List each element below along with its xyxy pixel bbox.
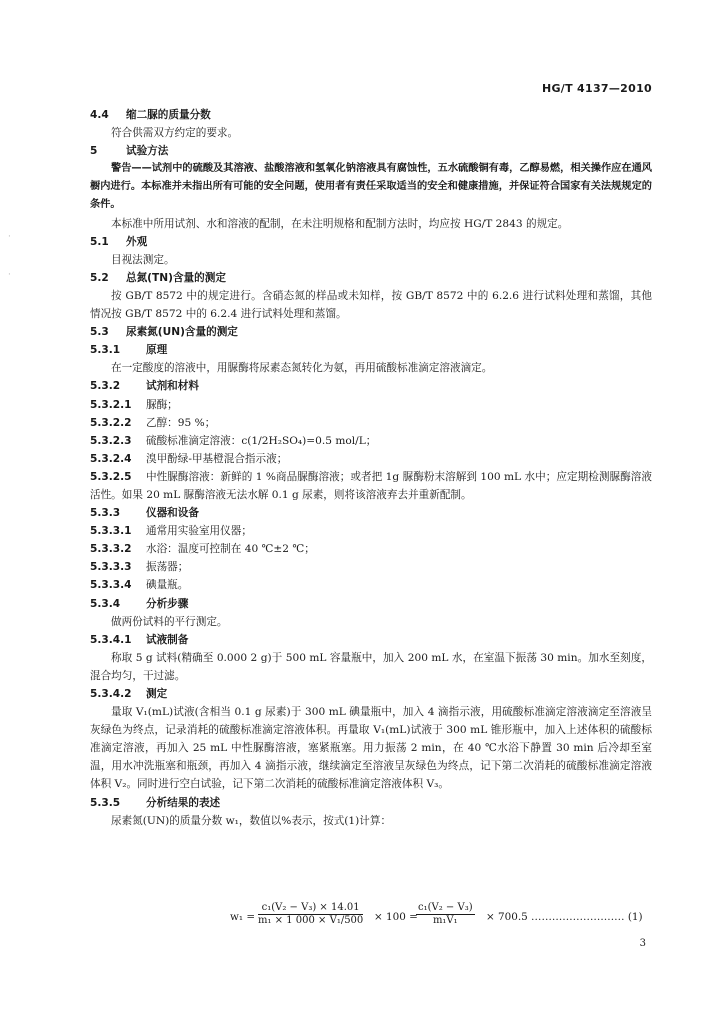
item-text: 中性脲酶溶液：新鲜的 1 %商品脲酶溶液；或者把 1g 脲酶粉末溶解到 100 mL 水中；应定期检测脲酶溶液活性。如果 20 mL 脲酶溶液无法水解 0.1 g 尿素，则将该溶液弃去并重新配制。 — [90, 470, 652, 501]
item-text: 脲酶； — [146, 398, 178, 411]
section-heading — [90, 631, 652, 649]
section-heading — [90, 377, 652, 395]
item-text: 碘量瓶。 — [146, 579, 189, 592]
section-number: 5.3.5 — [90, 796, 121, 809]
list-item — [90, 396, 652, 414]
item-text: 溴甲酚绿-甲基橙混合指示液； — [146, 452, 288, 465]
formula-fraction-1 — [258, 902, 363, 927]
section-number: 5.3.1 — [90, 344, 121, 357]
section-heading — [90, 233, 652, 251]
section-number: 5.3 — [90, 326, 109, 339]
standard-code: HG/T 4137—2010 — [541, 82, 652, 95]
formula-denominator-1: m₁ × 1 000 × V₁/500 — [258, 915, 364, 926]
item-text: 硫酸标准滴定溶液：c(1/2H₂SO₄)=0.5 mol/L； — [146, 434, 377, 447]
list-item — [90, 432, 652, 450]
scan-mark: · — [8, 232, 11, 242]
item-number: 5.3.3.1 — [90, 525, 132, 538]
paragraph: 在一定酸度的溶液中，用脲酶将尿素态氮转化为氨，再用硫酸标准滴定溶液滴定。 — [111, 362, 493, 375]
formula-lhs: w₁ = — [230, 911, 256, 923]
section-title: 试验方法 — [126, 145, 169, 158]
section-title: 试剂和材料 — [146, 380, 199, 393]
section-number: 5.3.4.1 — [90, 633, 132, 646]
section-heading — [90, 142, 652, 160]
section-heading — [90, 323, 652, 341]
list-item — [90, 576, 652, 594]
section-title: 外观 — [126, 235, 148, 248]
document-body — [90, 106, 652, 830]
section-heading — [90, 269, 652, 287]
list-item — [90, 450, 652, 468]
paragraph: 尿素氮(UN)的质量分数 w₁，数值以%表示，按式(1)计算： — [111, 814, 392, 827]
section-number: 5.3.3 — [90, 507, 121, 520]
item-number: 5.3.2.3 — [90, 434, 132, 447]
item-text: 通常用实验室用仪器； — [146, 525, 252, 538]
paragraph: 目视法测定。 — [111, 253, 175, 266]
list-item — [90, 540, 652, 558]
section-number: 5 — [90, 145, 98, 158]
item-text: 振荡器； — [146, 561, 189, 574]
section-title: 分析步骤 — [146, 597, 189, 610]
list-item — [90, 522, 652, 540]
formula-tail: × 700.5 ……………………… (1) — [486, 911, 643, 923]
paragraph: 本标准中所用试剂、水和溶液的配制，在未注明规格和配制方法时，均应按 HG/T 2843 的规定。 — [111, 217, 569, 230]
section-heading — [90, 504, 652, 522]
list-item — [90, 414, 652, 432]
item-number: 5.3.2.4 — [90, 452, 132, 465]
formula-fraction-2 — [416, 902, 475, 927]
section-title: 缩二脲的质量分数 — [126, 109, 211, 121]
item-number: 5.3.3.4 — [90, 579, 132, 592]
section-title: 分析结果的表述 — [146, 796, 221, 809]
section-number: 5.3.4 — [90, 597, 121, 610]
list-item — [90, 558, 652, 576]
item-number: 5.3.2.2 — [90, 416, 132, 429]
item-number: 5.3.3.3 — [90, 561, 132, 574]
section-heading — [90, 794, 652, 812]
formula-mid: × 100 = — [374, 911, 418, 923]
paragraph: 称取 5 g 试料(精确至 0.000 2 g)于 500 mL 容量瓶中，加入 200 mL 水，在室温下振荡 30 min。加水至刻度，混合均匀，干过滤。 — [90, 651, 652, 682]
item-text: 水浴：温度可控制在 40 ℃±2 ℃； — [146, 543, 315, 556]
formula-1 — [90, 900, 652, 932]
page-number: 3 — [639, 938, 646, 949]
section-title: 尿素氮(UN)含量的测定 — [126, 326, 238, 339]
section-title: 测定 — [146, 688, 168, 700]
section-heading — [90, 106, 652, 124]
paragraph: 按 GB/T 8572 中的规定进行。含硝态氮的样品或未知样，按 GB/T 8572 中的 6.2.6 进行试料处理和蒸馏，其他情况按 GB/T 8572 中的 6.2.4 进行试料处理和蒸馏。 — [90, 289, 652, 321]
section-number: 4.4 — [90, 109, 109, 121]
section-number: 5.1 — [90, 235, 109, 248]
section-title: 总氮(TN)含量的测定 — [126, 271, 226, 284]
section-number: 5.3.2 — [90, 380, 121, 393]
paragraph: 符合供需双方约定的要求。 — [111, 127, 239, 140]
item-number: 5.3.2.1 — [90, 398, 132, 411]
paragraph: 做两份试料的平行测定。 — [111, 615, 228, 628]
item-text: 乙醇：95 %； — [146, 416, 216, 429]
section-number: 5.2 — [90, 271, 109, 284]
scan-mark: · — [8, 270, 11, 280]
formula-denominator-2: m₁V₁ — [432, 915, 458, 926]
section-heading — [90, 595, 652, 613]
section-title: 仪器和设备 — [146, 507, 199, 520]
list-item — [90, 468, 652, 504]
warning-paragraph: 警告——试剂中的硫酸及其溶液、盐酸溶液和氢氧化钠溶液具有腐蚀性，五水硫酸铜有毒，乙醇易燃，相关操作应在通风橱内进行。本标准并未指出所有可能的安全问题，使用者有责任采取适当的安全和健康措施，并保证符合国家有关法规规定的条件。 — [90, 163, 652, 211]
section-heading — [90, 341, 652, 359]
section-title: 试液制备 — [146, 633, 189, 646]
paragraph: 量取 V₁(mL)试液(含相当 0.1 g 尿素)于 300 mL 碘量瓶中，加入 4 滴指示液，用硫酸标准滴定溶液滴定至溶液呈灰绿色为终点，记录消耗的硫酸标准滴定溶液体积。再量取 V₁(mL)试液于 300 mL 锥形瓶中，加入上述体积的硫酸标准滴定溶液，再加入 25 mL 中性脲酶溶液，塞紧瓶塞。用力振荡 2 min，在 40 ℃水浴下静置 30 min 后冷却至室温，用水冲洗瓶塞和瓶颈，再加入 4 滴指示液，继续滴定至溶液呈灰绿色为终点，记下第二次消耗的硫酸标准滴定溶液体积 V₂。同时进行空白试验，记下第二次消耗的硫酸标准滴定溶液体积 V₃。 — [90, 706, 652, 791]
section-number: 5.3.4.2 — [90, 688, 132, 700]
formula-numerator-2: c₁(V₂ − V₃) — [418, 902, 473, 913]
item-number: 5.3.3.2 — [90, 543, 132, 556]
item-number: 5.3.2.5 — [90, 470, 132, 483]
section-title: 原理 — [146, 344, 168, 357]
formula-numerator-1: c₁(V₂ − V₃) × 14.01 — [258, 902, 363, 915]
section-heading — [90, 685, 652, 703]
